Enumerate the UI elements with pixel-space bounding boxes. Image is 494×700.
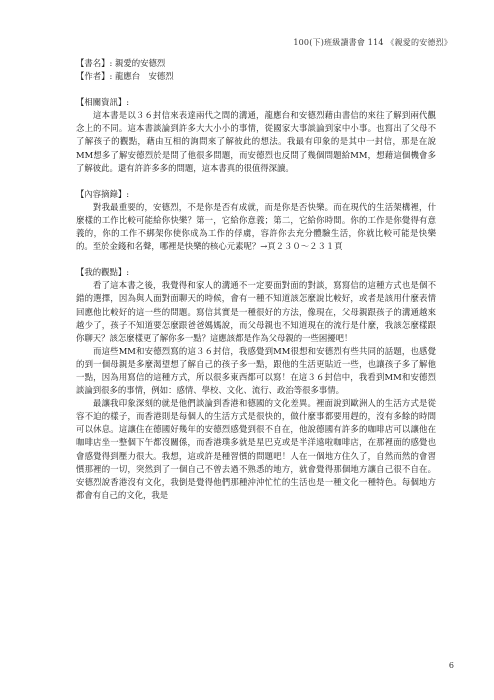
page-number: 6 (448, 661, 454, 670)
view-paragraph-1: 看了這本書之後，我覺得和家人的溝通不一定要面對面的對談，寫寫信的這種方式也是個不錯的選擇，因為與人面對面聊天的時候，會有一種不知道該怎麼說比較好，或者是該用什麼表情回應他比較好的這一些的問題。寫信其實是一種很好的方法，像現在，父母親跟孩子的溝通越來越少了，孩子不知道要怎麼跟爸爸媽媽說，而父母親也不知道現在的流行是什麼，我該怎麼樣跟你聊天？該怎麼樣更了解你多一點？這應該都是作為父母親的一些困擾吧！ (76, 280, 436, 343)
book-title: 【書名】: 親愛的安德烈 (76, 58, 166, 68)
book-author: 【作者】: 龍應台 安德烈 (76, 71, 174, 82)
view-paragraph-3: 最讓我印象深刻的就是他們談論到香港和德國的文化差異。裡面說到歐洲人的生活方式是從容不迫的樣子，而香港則是每個人的生活方式是很快的，做什麼事都要用趕的，沒有多餘的時間可以休息。這讓住在德國好幾年的安德烈感覺到很不自在，他說德國有許多的咖啡店可以讓他在咖啡店坐一整個下午都沒關係，而香港璞多就是星巴克或是半洋遠啦咖啡店，在那裡面的感覺也會感覺得到壓力很大。我想，這或許是種習慣的問題吧！人在一個地方住久了，自然而然的會習慣那裡的一切，突然到了一個自己不曾去過不熟悉的地方，就會覺得那個地方讓自己很不自在。安德烈說香港沒有文化，我倒是覺得他們那種沖沖忙忙的生活也是一種文化一種特色。每個地方都會有自己的文化，我是 (76, 398, 436, 500)
view-heading: 【我的觀點】: (76, 267, 130, 278)
view-paragraph-2: 而這些MM和安德烈寫的這３６封信，我感覺到MM很想和安德烈有些共同的話題，也感覺的到一個母親是多麼渴望想了解自己的孩子多一點，跟他的生活更貼近一些，也讓孩子多了解他一點，因為用寫信的這種方式，所以很多東西都可以寫！在這３６封信中，我看到MM和安德烈談論到很多的事情，例如：感情、學校、文化、流行、政治等很多事情。 (76, 345, 436, 396)
info-paragraph: 這本書是以３６封信來表達兩代之間的溝通，龍應台和安德烈藉由書信的來往了解到兩代觀念上的不同。這本書談論到許多大大小小的事情，從國家大事談論到家中小事。也寫出了父母不了解孩子的觀點，藉由互相的詢問來了解彼此的想法。我最有印象的是其中一封信，那是在說MM想多了解安德烈於是問了他很多問題，而安德烈也反問了幾個問題給MM，想藉這個機會多了解彼此。還有許許多多的問題，這本書真的很值得深讀。 (76, 110, 436, 173)
info-heading: 【相關資訊】: (76, 97, 130, 108)
document-body (76, 57, 436, 502)
excerpt-paragraph: 對我最重要的，安德烈，不是你是否有成就，而是你是否快樂。而在現代的生活架構裡，什麼樣的工作比較可能給你快樂？第一，它給你意義；第二，它給你時間。你的工作是你覺得有意義的，你的工作不綁架你使你成為工作的俘虜，容許你去充分體驗生活，你就比較可能是快樂的。至於金錢和名聲，哪裡是快樂的核心元素呢？→頁２３０～２３１頁 (76, 201, 436, 252)
excerpt-heading: 【內容摘錄】: (76, 188, 130, 199)
running-header: 100(下)班級讀書會 114 《親愛的安德烈》 (293, 38, 452, 47)
